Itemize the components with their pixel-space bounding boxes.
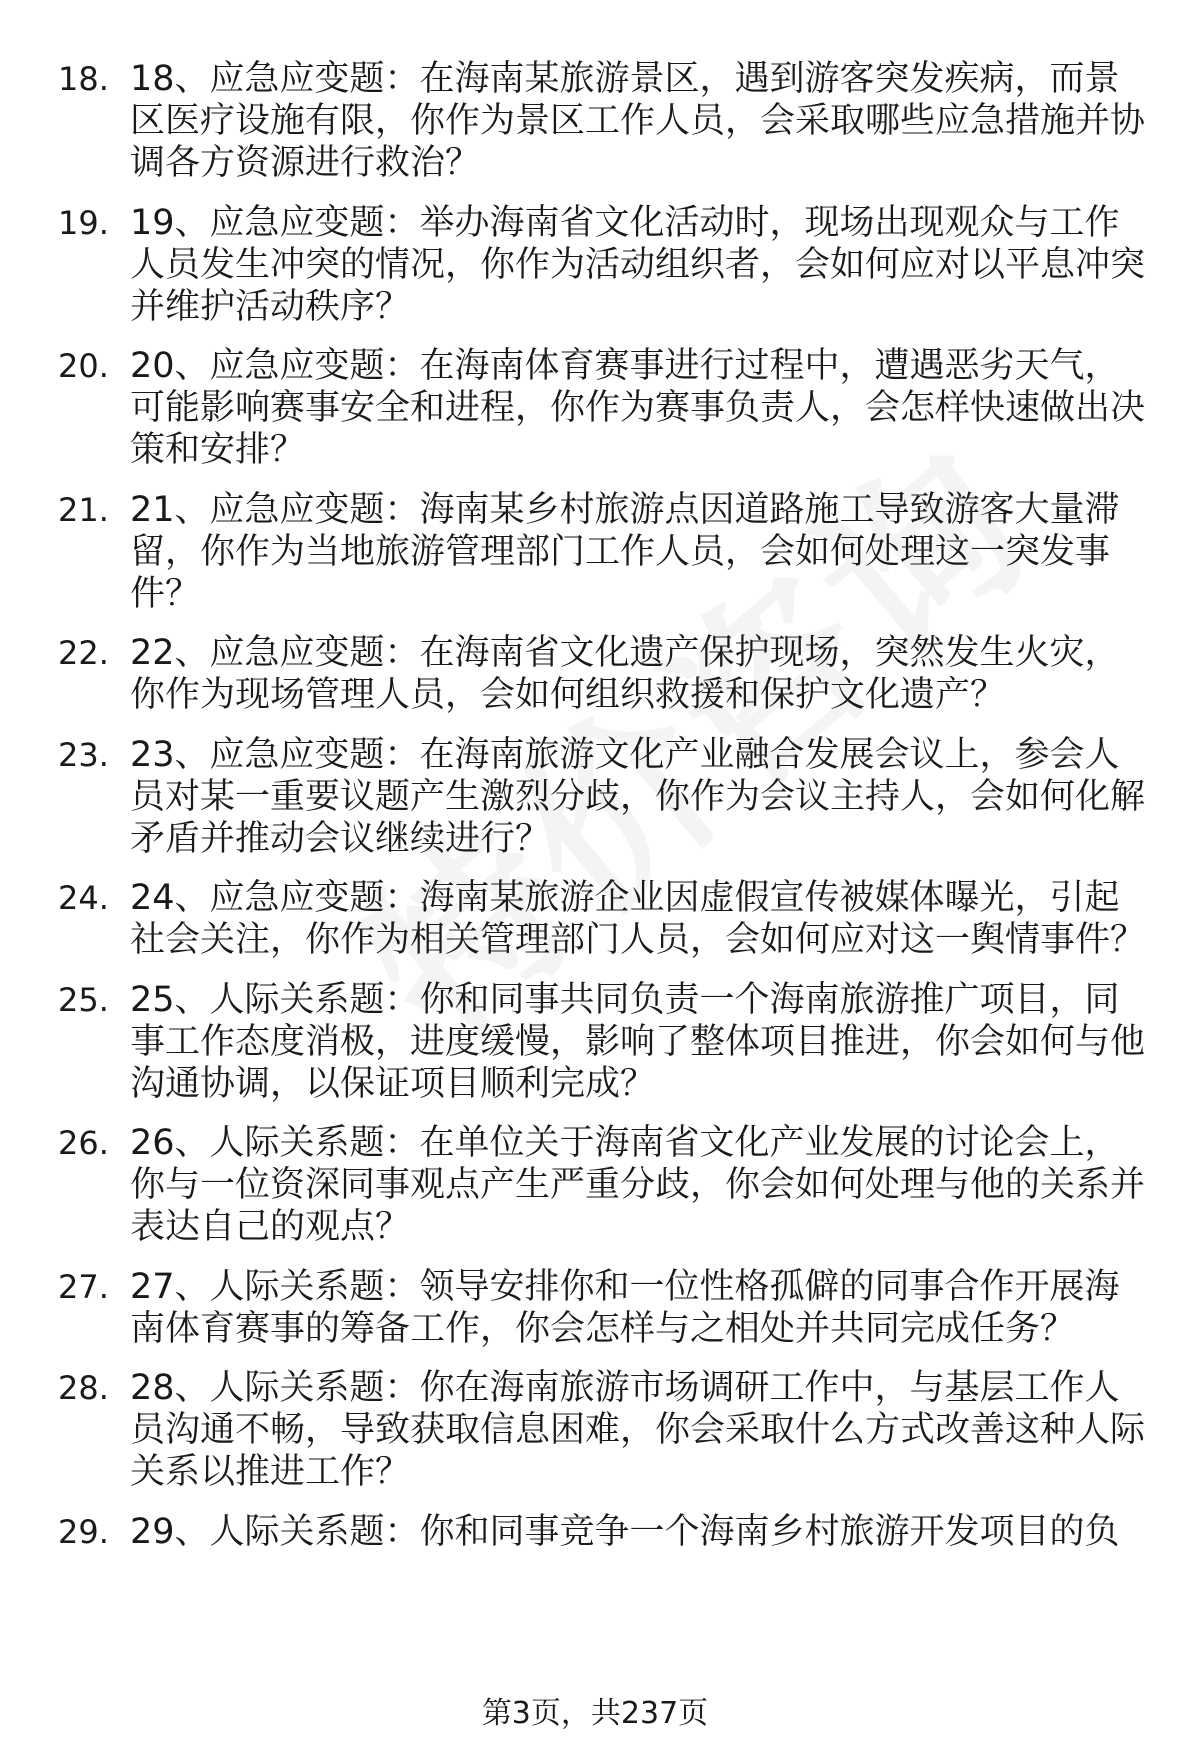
item-number: 28. xyxy=(58,1369,109,1407)
page-number: 第3页，共237页 xyxy=(481,1696,709,1731)
list-item xyxy=(58,734,1148,860)
item-number: 26. xyxy=(58,1124,109,1162)
item-number: 18. xyxy=(58,60,109,98)
item-number: 23. xyxy=(58,735,109,774)
list-item xyxy=(58,979,1148,1105)
list-item xyxy=(58,1122,1148,1248)
item-text: 22、应急应变题：在海南省文化遗产保护现场，突然发生火灾，你作为现场管理人员，会如何组织救援和保护文化遗产？ xyxy=(130,633,1120,715)
item-number: 25. xyxy=(58,980,109,1019)
item-text: 18、应急应变题：在海南某旅游景区，遇到游客突发疾病，而景区医疗设施有限，你作为景区工作人员，会采取哪些应急措施并协调各方资源进行救治？ xyxy=(130,59,1146,183)
list-item xyxy=(58,1266,1148,1350)
list-item xyxy=(58,202,1148,328)
item-text: 20、应急应变题：在海南体育赛事进行过程中，遭遇恶劣天气，可能影响赛事安全和进程，你作为赛事负责人，会怎样快速做出决策和安排？ xyxy=(130,346,1146,470)
item-number: 27. xyxy=(58,1267,109,1306)
item-text: 29、人际关系题：你和同事竞争一个海南乡村旅游开发项目的负 xyxy=(130,1511,1120,1552)
item-text: 24、应急应变题：海南某旅游企业因虚假宣传被媒体曝光，引起社会关注，你作为相关管理部门人员，会如何应对这一舆情事件？ xyxy=(130,878,1146,960)
item-text: 26、人际关系题：在单位关于海南省文化产业发展的讨论会上，你与一位资深同事观点产生严重分歧，你会如何处理与他的关系并表达自己的观点？ xyxy=(130,1123,1146,1247)
item-text: 28、人际关系题：你在海南旅游市场调研工作中，与基层工作人员沟通不畅，导致获取信息困难，你会采取什么方式改善这种人际关系以推进工作？ xyxy=(130,1368,1146,1492)
item-text: 19、应急应变题：举办海南省文化活动时，现场出现观众与工作人员发生冲突的情况，你作为活动组织者，会如何应对以平息冲突并维护活动秩序？ xyxy=(130,202,1146,327)
list-item xyxy=(58,489,1148,615)
item-number: 29. xyxy=(58,1512,109,1551)
item-text: 27、人际关系题：领导安排你和一位性格孤僻的同事合作开展海南体育赛事的筹备工作，你会怎样与之相处并共同完成任务？ xyxy=(130,1266,1120,1349)
question-list xyxy=(58,58,1148,1570)
item-number: 20. xyxy=(58,347,109,385)
list-item xyxy=(58,345,1148,471)
list-item xyxy=(58,1511,1148,1553)
list-item xyxy=(58,58,1148,184)
list-item xyxy=(58,877,1148,961)
item-number: 19. xyxy=(58,203,109,242)
item-number: 22. xyxy=(58,634,109,672)
item-number: 24. xyxy=(58,879,109,917)
item-text: 23、应急应变题：在海南旅游文化产业融合发展会议上，参会人员对某一重要议题产生激烈分歧，你作为会议主持人，会如何化解矛盾并推动会议继续进行？ xyxy=(130,734,1146,859)
list-item xyxy=(58,1367,1148,1493)
item-text: 25、人际关系题：你和同事共同负责一个海南旅游推广项目，同事工作态度消极，进度缓慢，影响了整体项目推进，你会如何与他沟通协调，以保证项目顺利完成？ xyxy=(130,979,1146,1104)
item-text: 21、应急应变题：海南某乡村旅游点因道路施工导致游客大量滞留，你作为当地旅游管理部门工作人员，会如何处理这一突发事件？ xyxy=(130,489,1120,614)
item-number: 21. xyxy=(58,490,109,529)
list-item xyxy=(58,632,1148,716)
